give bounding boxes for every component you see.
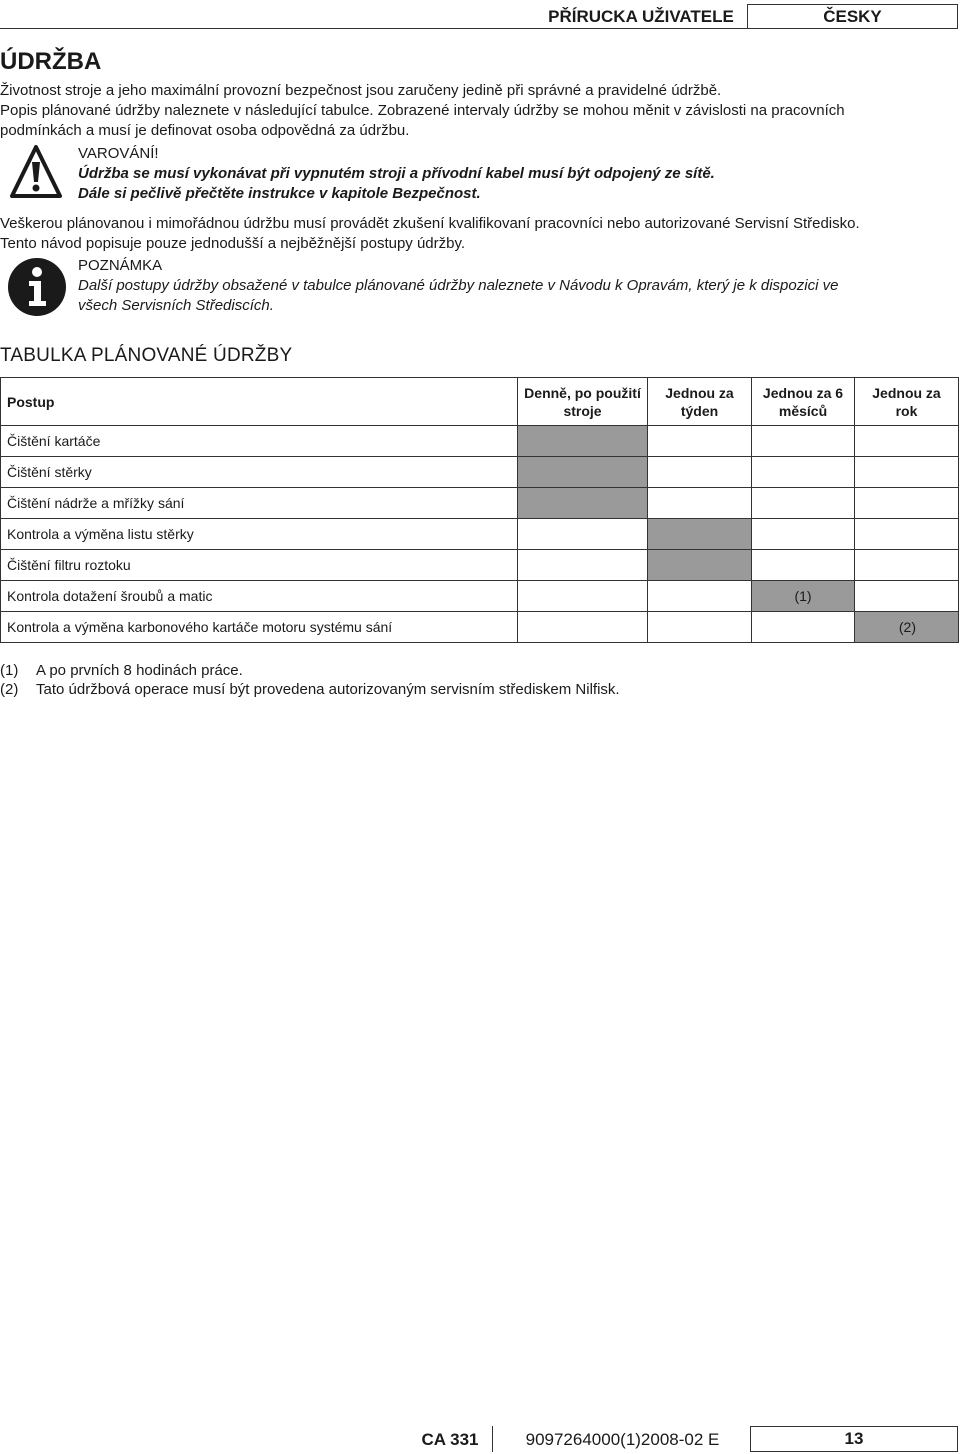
model-name: CA 331 bbox=[421, 1430, 479, 1449]
interval-cell-yearly bbox=[855, 426, 959, 457]
interval-cell-daily bbox=[518, 550, 648, 581]
header-yearly: Jednou za rok bbox=[855, 378, 959, 426]
interval-cell-daily bbox=[518, 457, 648, 488]
header-postup: Postup bbox=[1, 378, 518, 426]
task-cell: Čištění kartáče bbox=[1, 426, 518, 457]
interval-cell-yearly bbox=[855, 519, 959, 550]
header-6months: Jednou za 6 měsíců bbox=[752, 378, 855, 426]
table-row bbox=[1, 612, 959, 643]
interval-cell-6months bbox=[752, 426, 855, 457]
task-cell: Čištění stěrky bbox=[1, 457, 518, 488]
footnote-2 bbox=[0, 680, 620, 699]
interval-cell-weekly bbox=[648, 519, 752, 550]
interval-cell-6months bbox=[752, 488, 855, 519]
page-footer bbox=[0, 1426, 960, 1454]
header-rule bbox=[0, 28, 958, 29]
task-cell: Kontrola a výměna karbonového kartáče motoru systému sání bbox=[1, 612, 518, 643]
interval-cell-daily bbox=[518, 488, 648, 519]
table-row bbox=[1, 550, 959, 581]
interval-cell-6months bbox=[752, 519, 855, 550]
interval-cell-6months: (1) bbox=[752, 581, 855, 612]
note-label: POZNÁMKA bbox=[78, 257, 163, 274]
document-number: 9097264000(1)2008-02 E bbox=[525, 1430, 720, 1449]
interval-cell-yearly: (2) bbox=[855, 612, 959, 643]
footnote-number: (2) bbox=[0, 681, 19, 698]
maintenance-table bbox=[0, 377, 959, 643]
note-line-1: Další postupy údržby obsažené v tabulce plánované údržby naleznete v Návodu k Opravám, který je k dispozici ve bbox=[78, 277, 839, 294]
task-cell: Kontrola a výměna listu stěrky bbox=[1, 519, 518, 550]
warning-triangle-icon bbox=[10, 144, 62, 199]
interval-cell-weekly bbox=[648, 581, 752, 612]
interval-cell-weekly bbox=[648, 550, 752, 581]
table-row bbox=[1, 426, 959, 457]
interval-cell-6months bbox=[752, 612, 855, 643]
header-weekly: Jednou za týden bbox=[648, 378, 752, 426]
task-cell: Kontrola dotažení šroubů a matic bbox=[1, 581, 518, 612]
warning-label: VAROVÁNÍ! bbox=[78, 145, 159, 162]
body-line-1: Veškerou plánovanou i mimořádnou údržbu musí provádět zkušení kvalifikovaní pracovníci nebo autorizované Servisní Středisko. bbox=[0, 215, 860, 232]
interval-cell-weekly bbox=[648, 488, 752, 519]
interval-cell-weekly bbox=[648, 457, 752, 488]
table-title: TABULKA PLÁNOVANÉ ÚDRŽBY bbox=[0, 345, 293, 366]
info-icon bbox=[7, 257, 67, 317]
page-header bbox=[535, 4, 958, 29]
intro-line-2: Popis plánované údržby naleznete v následující tabulce. Zobrazené intervaly údržby se mohou měnit v závislosti na pracovních bbox=[0, 102, 845, 119]
intro-line-1: Životnost stroje a jeho maximální provozní bezpečnost jsou zaručeny jedině při správné a pravidelné údržbě. bbox=[0, 82, 722, 99]
footnote-number: (1) bbox=[0, 662, 19, 679]
note-line-2: všech Servisních Střediscích. bbox=[78, 297, 274, 314]
interval-cell-daily bbox=[518, 612, 648, 643]
interval-cell-yearly bbox=[855, 457, 959, 488]
interval-cell-daily bbox=[518, 581, 648, 612]
warning-line-1: Údržba se musí vykonávat při vypnutém stroji a přívodní kabel musí být odpojený ze sítě. bbox=[78, 165, 715, 182]
language-label: ČESKY bbox=[747, 4, 958, 29]
interval-cell-daily bbox=[518, 519, 648, 550]
table-row bbox=[1, 581, 959, 612]
warning-line-2: Dále si pečlivě přečtěte instrukce v kapitole Bezpečnost. bbox=[78, 185, 481, 202]
page-number: 13 bbox=[750, 1426, 958, 1452]
footer-divider bbox=[492, 1426, 493, 1452]
footnote-1 bbox=[0, 661, 243, 680]
table-row bbox=[1, 457, 959, 488]
manual-title: PŘÍRUCKA UŽIVATELE bbox=[548, 7, 734, 26]
interval-cell-6months bbox=[752, 457, 855, 488]
page-title: ÚDRŽBA bbox=[0, 48, 102, 75]
header-daily: Denně, po použití stroje bbox=[518, 378, 648, 426]
table-header-row bbox=[1, 378, 959, 426]
table-row bbox=[1, 519, 959, 550]
task-cell: Čištění nádrže a mřížky sání bbox=[1, 488, 518, 519]
interval-cell-yearly bbox=[855, 581, 959, 612]
body-line-2: Tento návod popisuje pouze jednodušší a nejběžnější postupy údržby. bbox=[0, 235, 466, 252]
interval-cell-yearly bbox=[855, 550, 959, 581]
table-row bbox=[1, 488, 959, 519]
intro-line-3: podmínkách a musí je definovat osoba odpovědná za údržbu. bbox=[0, 122, 410, 139]
footnote-text: Tato údržbová operace musí být provedena autorizovaným servisním střediskem Nilfisk. bbox=[36, 681, 620, 698]
interval-cell-weekly bbox=[648, 426, 752, 457]
task-cell: Čištění filtru roztoku bbox=[1, 550, 518, 581]
interval-cell-yearly bbox=[855, 488, 959, 519]
footnote-text: A po prvních 8 hodinách práce. bbox=[36, 662, 243, 679]
interval-cell-6months bbox=[752, 550, 855, 581]
interval-cell-daily bbox=[518, 426, 648, 457]
interval-cell-weekly bbox=[648, 612, 752, 643]
